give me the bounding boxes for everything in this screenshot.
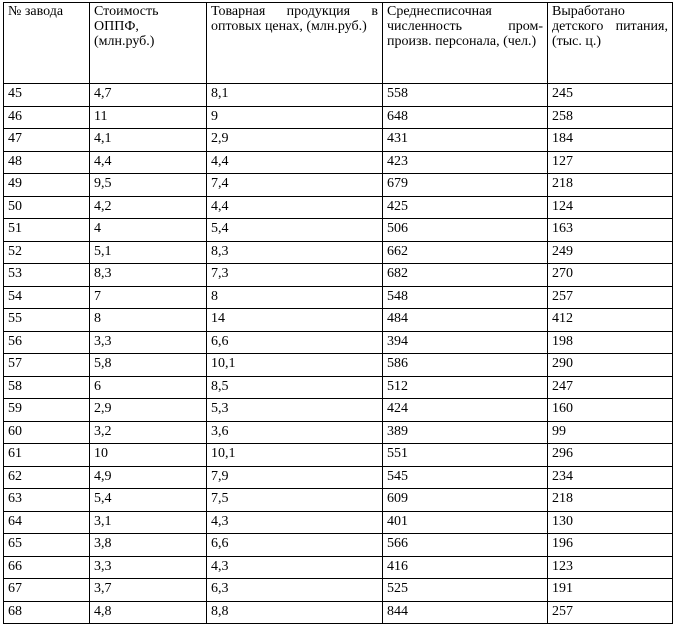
cell-average-headcount: 425 bbox=[383, 196, 548, 219]
header-cell-baby-food-output: Выработано детского питания, (тыс. ц.) bbox=[548, 3, 673, 84]
cell-average-headcount: 394 bbox=[383, 331, 548, 354]
table-row bbox=[4, 556, 673, 579]
cell-plant-number: 62 bbox=[4, 466, 90, 489]
cell-baby-food-output: 257 bbox=[548, 601, 673, 624]
cell-average-headcount: 558 bbox=[383, 84, 548, 107]
cell-plant-number: 48 bbox=[4, 151, 90, 174]
cell-baby-food-output: 184 bbox=[548, 129, 673, 152]
cell-commodity-output: 8,3 bbox=[207, 241, 383, 264]
header-cell-plant-number: № завода bbox=[4, 3, 90, 84]
table-row bbox=[4, 286, 673, 309]
cell-commodity-output: 4,3 bbox=[207, 511, 383, 534]
cell-average-headcount: 431 bbox=[383, 129, 548, 152]
cell-plant-number: 53 bbox=[4, 264, 90, 287]
table-row bbox=[4, 331, 673, 354]
cell-fixed-assets-cost: 3,8 bbox=[90, 534, 207, 557]
cell-baby-food-output: 290 bbox=[548, 354, 673, 377]
cell-average-headcount: 545 bbox=[383, 466, 548, 489]
cell-baby-food-output: 218 bbox=[548, 174, 673, 197]
cell-fixed-assets-cost: 4,8 bbox=[90, 601, 207, 624]
cell-plant-number: 47 bbox=[4, 129, 90, 152]
cell-plant-number: 58 bbox=[4, 376, 90, 399]
cell-plant-number: 52 bbox=[4, 241, 90, 264]
cell-plant-number: 60 bbox=[4, 421, 90, 444]
table-row bbox=[4, 174, 673, 197]
header-cell-average-headcount: Среднесписочная численность пром-произв. персонала, (чел.) bbox=[383, 3, 548, 84]
cell-commodity-output: 2,9 bbox=[207, 129, 383, 152]
cell-commodity-output: 5,4 bbox=[207, 219, 383, 242]
table-row bbox=[4, 489, 673, 512]
cell-fixed-assets-cost: 3,2 bbox=[90, 421, 207, 444]
table-row bbox=[4, 129, 673, 152]
cell-commodity-output: 10,1 bbox=[207, 444, 383, 467]
table-row bbox=[4, 106, 673, 129]
cell-commodity-output: 9 bbox=[207, 106, 383, 129]
cell-baby-food-output: 270 bbox=[548, 264, 673, 287]
cell-average-headcount: 551 bbox=[383, 444, 548, 467]
cell-plant-number: 64 bbox=[4, 511, 90, 534]
cell-fixed-assets-cost: 11 bbox=[90, 106, 207, 129]
cell-fixed-assets-cost: 6 bbox=[90, 376, 207, 399]
cell-average-headcount: 566 bbox=[383, 534, 548, 557]
cell-plant-number: 49 bbox=[4, 174, 90, 197]
table-row bbox=[4, 376, 673, 399]
cell-average-headcount: 525 bbox=[383, 579, 548, 602]
cell-fixed-assets-cost: 4,4 bbox=[90, 151, 207, 174]
cell-baby-food-output: 191 bbox=[548, 579, 673, 602]
cell-baby-food-output: 257 bbox=[548, 286, 673, 309]
table-row bbox=[4, 354, 673, 377]
table-row bbox=[4, 264, 673, 287]
cell-plant-number: 68 bbox=[4, 601, 90, 624]
cell-baby-food-output: 198 bbox=[548, 331, 673, 354]
cell-plant-number: 59 bbox=[4, 399, 90, 422]
cell-fixed-assets-cost: 5,4 bbox=[90, 489, 207, 512]
cell-average-headcount: 648 bbox=[383, 106, 548, 129]
table-row bbox=[4, 196, 673, 219]
cell-commodity-output: 5,3 bbox=[207, 399, 383, 422]
cell-fixed-assets-cost: 3,3 bbox=[90, 556, 207, 579]
table-row bbox=[4, 399, 673, 422]
table-row bbox=[4, 151, 673, 174]
cell-baby-food-output: 234 bbox=[548, 466, 673, 489]
header-cell-fixed-assets-cost: Стоимость ОППФ, (млн.руб.) bbox=[90, 3, 207, 84]
cell-fixed-assets-cost: 4,1 bbox=[90, 129, 207, 152]
cell-average-headcount: 844 bbox=[383, 601, 548, 624]
cell-fixed-assets-cost: 5,8 bbox=[90, 354, 207, 377]
cell-baby-food-output: 249 bbox=[548, 241, 673, 264]
cell-fixed-assets-cost: 4,7 bbox=[90, 84, 207, 107]
cell-average-headcount: 484 bbox=[383, 309, 548, 332]
cell-commodity-output: 7,5 bbox=[207, 489, 383, 512]
cell-average-headcount: 586 bbox=[383, 354, 548, 377]
cell-plant-number: 65 bbox=[4, 534, 90, 557]
cell-commodity-output: 8,1 bbox=[207, 84, 383, 107]
table-body bbox=[4, 84, 673, 624]
cell-fixed-assets-cost: 4,9 bbox=[90, 466, 207, 489]
cell-plant-number: 46 bbox=[4, 106, 90, 129]
cell-average-headcount: 548 bbox=[383, 286, 548, 309]
cell-baby-food-output: 196 bbox=[548, 534, 673, 557]
cell-commodity-output: 8,5 bbox=[207, 376, 383, 399]
cell-baby-food-output: 247 bbox=[548, 376, 673, 399]
cell-average-headcount: 662 bbox=[383, 241, 548, 264]
cell-average-headcount: 424 bbox=[383, 399, 548, 422]
cell-baby-food-output: 124 bbox=[548, 196, 673, 219]
cell-plant-number: 61 bbox=[4, 444, 90, 467]
cell-commodity-output: 7,9 bbox=[207, 466, 383, 489]
cell-commodity-output: 3,6 bbox=[207, 421, 383, 444]
cell-plant-number: 50 bbox=[4, 196, 90, 219]
cell-baby-food-output: 130 bbox=[548, 511, 673, 534]
cell-baby-food-output: 258 bbox=[548, 106, 673, 129]
table-row bbox=[4, 219, 673, 242]
cell-fixed-assets-cost: 9,5 bbox=[90, 174, 207, 197]
cell-commodity-output: 7,4 bbox=[207, 174, 383, 197]
cell-plant-number: 66 bbox=[4, 556, 90, 579]
cell-fixed-assets-cost: 3,1 bbox=[90, 511, 207, 534]
table-row bbox=[4, 601, 673, 624]
cell-average-headcount: 389 bbox=[383, 421, 548, 444]
cell-commodity-output: 4,4 bbox=[207, 196, 383, 219]
cell-baby-food-output: 163 bbox=[548, 219, 673, 242]
cell-plant-number: 56 bbox=[4, 331, 90, 354]
cell-average-headcount: 679 bbox=[383, 174, 548, 197]
cell-baby-food-output: 123 bbox=[548, 556, 673, 579]
cell-fixed-assets-cost: 2,9 bbox=[90, 399, 207, 422]
cell-baby-food-output: 296 bbox=[548, 444, 673, 467]
table-row bbox=[4, 421, 673, 444]
cell-plant-number: 55 bbox=[4, 309, 90, 332]
cell-fixed-assets-cost: 10 bbox=[90, 444, 207, 467]
cell-commodity-output: 4,3 bbox=[207, 556, 383, 579]
cell-plant-number: 57 bbox=[4, 354, 90, 377]
cell-commodity-output: 8,8 bbox=[207, 601, 383, 624]
cell-fixed-assets-cost: 3,3 bbox=[90, 331, 207, 354]
cell-average-headcount: 609 bbox=[383, 489, 548, 512]
header-row bbox=[4, 3, 673, 84]
cell-plant-number: 63 bbox=[4, 489, 90, 512]
cell-fixed-assets-cost: 3,7 bbox=[90, 579, 207, 602]
table-row bbox=[4, 579, 673, 602]
cell-commodity-output: 6,6 bbox=[207, 534, 383, 557]
table-row bbox=[4, 534, 673, 557]
cell-fixed-assets-cost: 5,1 bbox=[90, 241, 207, 264]
cell-fixed-assets-cost: 8,3 bbox=[90, 264, 207, 287]
table-row bbox=[4, 444, 673, 467]
cell-fixed-assets-cost: 4 bbox=[90, 219, 207, 242]
table-row bbox=[4, 84, 673, 107]
cell-fixed-assets-cost: 8 bbox=[90, 309, 207, 332]
data-table bbox=[3, 2, 673, 624]
cell-average-headcount: 401 bbox=[383, 511, 548, 534]
cell-commodity-output: 7,3 bbox=[207, 264, 383, 287]
table-row bbox=[4, 241, 673, 264]
cell-plant-number: 45 bbox=[4, 84, 90, 107]
cell-commodity-output: 14 bbox=[207, 309, 383, 332]
header-cell-commodity-output: Товарная продукция в оптовых ценах, (млн.руб.) bbox=[207, 3, 383, 84]
cell-average-headcount: 506 bbox=[383, 219, 548, 242]
cell-baby-food-output: 245 bbox=[548, 84, 673, 107]
cell-fixed-assets-cost: 4,2 bbox=[90, 196, 207, 219]
cell-commodity-output: 10,1 bbox=[207, 354, 383, 377]
cell-baby-food-output: 127 bbox=[548, 151, 673, 174]
cell-commodity-output: 6,6 bbox=[207, 331, 383, 354]
cell-commodity-output: 4,4 bbox=[207, 151, 383, 174]
cell-baby-food-output: 218 bbox=[548, 489, 673, 512]
cell-baby-food-output: 412 bbox=[548, 309, 673, 332]
cell-baby-food-output: 99 bbox=[548, 421, 673, 444]
cell-plant-number: 51 bbox=[4, 219, 90, 242]
table-row bbox=[4, 511, 673, 534]
cell-commodity-output: 6,3 bbox=[207, 579, 383, 602]
cell-average-headcount: 423 bbox=[383, 151, 548, 174]
cell-commodity-output: 8 bbox=[207, 286, 383, 309]
cell-average-headcount: 682 bbox=[383, 264, 548, 287]
cell-plant-number: 54 bbox=[4, 286, 90, 309]
cell-average-headcount: 512 bbox=[383, 376, 548, 399]
cell-plant-number: 67 bbox=[4, 579, 90, 602]
cell-baby-food-output: 160 bbox=[548, 399, 673, 422]
cell-fixed-assets-cost: 7 bbox=[90, 286, 207, 309]
table-row bbox=[4, 309, 673, 332]
cell-average-headcount: 416 bbox=[383, 556, 548, 579]
table-row bbox=[4, 466, 673, 489]
table-header bbox=[4, 3, 673, 84]
